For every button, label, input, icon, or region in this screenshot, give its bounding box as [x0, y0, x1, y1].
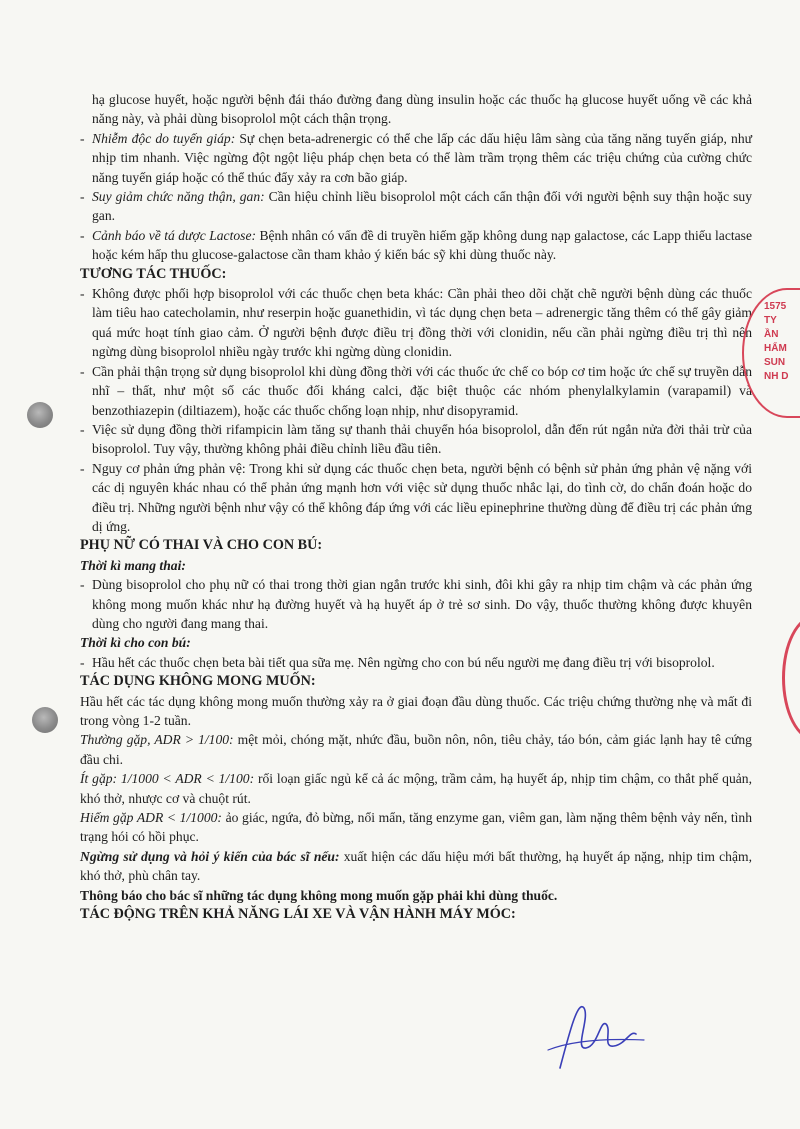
- bullet-dash: -: [80, 227, 85, 243]
- section-heading: [80, 265, 752, 284]
- text-run: Cần phải thận trọng sử dụng bisoprolol khi dùng đồng thời với các thuốc ức chế co bóp cơ tim hoặc ức chế sự truyền dẫn nhĩ – thất, như một số các thuốc đối kháng calci, đặc biệt thuộc các nhóm phenylalkylamin (varapamil) và benzothiazepin (diltiazem), hoặc các thuốc chống loạn nhịp, như disopyramid.: [92, 363, 752, 418]
- subsection-heading: [80, 556, 752, 575]
- section-heading: [80, 672, 752, 691]
- text-run: Bệnh nhân có vấn đề di truyền hiếm gặp không dung nạp galactose, các Lapp thiếu lactase hoặc kém hấp thu glucose-galactose cần tham khảo ý kiến bác sỹ khi dùng thuốc này.: [92, 227, 753, 263]
- bullet-paragraph: [80, 420, 752, 459]
- bullet-paragraph: [80, 187, 752, 226]
- text-run: Nguy cơ phản ứng phản vệ: Trong khi sử dụng các thuốc chẹn beta, người bệnh có bệnh sử phản ứng phản vệ nặng với các dị nguyên khác nhau có thể phản ứng mạnh hơn với việc sử dụng thuốc nhắc lại, do tình cờ, do chẩn đoán hoặc do điều trị. Những người bệnh như vậy có thể không đáp ứng với các liều epinephrine thường dùng để điều trị các phản ứng dị ứng.: [92, 460, 752, 534]
- text-run: Cảnh báo về tá dược Lactose:: [92, 227, 257, 243]
- text-run: ảo giác, ngứa, đỏ bừng, nổi mẩn, tăng enzyme gan, viêm gan, làm nặng thêm bệnh vảy nến, tình trạng hói có hồi phục.: [80, 810, 752, 845]
- bullet-dash: -: [80, 286, 85, 302]
- bullet-paragraph: [80, 362, 752, 420]
- text-run: Cần hiệu chỉnh liều bisoprolol một cách cẩn thận đối với người bệnh suy thận hoặc suy gan.: [92, 189, 752, 224]
- document-body: [80, 90, 752, 924]
- punch-hole: [32, 707, 58, 733]
- bullet-dash: -: [80, 363, 85, 379]
- text-run: Suy giảm chức năng thận, gan:: [92, 189, 265, 205]
- text-run: Việc sử dụng đồng thời rifampicin làm tăng sự thanh thải chuyển hóa bisoprolol, dẫn đến rút ngắn nửa đời thải trừ của bisoprolol. Tuy vậy, thường không phải điều chỉnh liều đầu tiên.: [92, 421, 752, 457]
- text-run: Thông báo cho bác sĩ những tác dụng không mong muốn gặp phải khi dùng thuốc.: [80, 887, 558, 903]
- bullet-paragraph: [80, 226, 752, 265]
- text-run: Không được phối hợp bisoprolol với các thuốc chẹn beta khác: Cần phải theo dõi chặt chẽ người bệnh dùng các thuốc làm tiêu hao catecholamin, như reserpin hoặc guanethidin, vì tác dụng chẹn beta – adrenergic tăng thêm có thể gây giảm quá mức hoạt tính giao cảm. Ở người bệnh được điều trị đồng thời với clonidin, nếu cần phải ngừng điều trị thì nên ngừng dùng bisoprolol nhiều ngày trước khi ngừng dùng clonidin.: [92, 286, 752, 360]
- company-stamp: 1575 TY ẦN HẨM SUN NH D: [742, 288, 800, 418]
- section-heading: [80, 536, 752, 555]
- paragraph: [80, 847, 752, 886]
- text-run: Dùng bisoprolol cho phụ nữ có thai trong thời gian ngắn trước khi sinh, đôi khi gây ra nhịp tim chậm và các phản ứng không mong muốn khác như hạ đường huyết và hạ huyết áp ở trẻ sơ sinh. Do vậy, thuốc thường không được khuyên dùng cho người đang mang thai.: [92, 577, 752, 631]
- bullet-paragraph: [80, 284, 752, 362]
- text-run: Hầu hết các thuốc chẹn beta bài tiết qua sữa mẹ. Nên ngừng cho con bú nếu người mẹ đang điều trị với bisoprolol.: [92, 654, 715, 670]
- text-run: PHỤ NỮ CÓ THAI VÀ CHO CON BÚ:: [80, 537, 323, 554]
- bullet-dash: -: [80, 460, 85, 476]
- text-run: Nhiễm độc do tuyến giáp:: [92, 130, 236, 146]
- subsection-heading: [80, 633, 752, 652]
- bullet-dash: -: [80, 189, 85, 205]
- text-run: Thường gặp, ADR > 1/100:: [80, 732, 234, 748]
- section-heading: [80, 905, 752, 924]
- bullet-paragraph: [80, 459, 752, 537]
- text-run: TÁC ĐỘNG TRÊN KHẢ NĂNG LÁI XE VÀ VẬN HÀNH MÁY MÓC:: [80, 906, 516, 923]
- text-run: Hầu hết các tác dụng không mong muốn thường xảy ra ở giai đoạn đầu dùng thuốc. Các triệu chứng thường nhẹ và mất đi trong vòng 1-2 tuần.: [80, 693, 752, 728]
- paragraph: [80, 730, 752, 769]
- text-run: mệt mỏi, chóng mặt, nhức đầu, buồn nôn, nôn, tiêu chảy, táo bón, cảm giác lạnh hay tê cứng đầu chi.: [80, 732, 752, 767]
- text-run: Sự chẹn beta-adrenergic có thể che lấp các dấu hiệu lâm sàng của tăng năng tuyến giáp, như nhịp tim nhanh. Việc ngừng đột ngột liệu pháp chẹn beta có thể làm trầm trọng thêm các triệu chứng của cường chức năng tuyến giáp hoặc có thể thúc đẩy xảy ra cơn bão giáp.: [92, 130, 752, 185]
- bullet-paragraph: [80, 129, 752, 187]
- bullet-dash: -: [80, 130, 85, 146]
- text-run: rối loạn giấc ngủ kể cả ác mộng, trầm cảm, hạ huyết áp, nhịp tim chậm, co thắt phế quản, khó thở, nhược cơ và chuột rút.: [80, 771, 752, 806]
- text-run: Hiếm gặp ADR < 1/1000:: [80, 810, 222, 826]
- signature: [540, 990, 650, 1080]
- stamp-edge: [782, 615, 800, 741]
- bullet-dash: -: [80, 654, 85, 670]
- bullet-dash: -: [80, 421, 85, 437]
- text-run: Thời kì cho con bú:: [80, 635, 191, 651]
- text-run: xuất hiện các dấu hiệu mới bất thường, hạ huyết áp nặng, nhịp tim chậm, khó thở, phù chân tay.: [80, 848, 752, 884]
- text-run: Ngừng sử dụng và hỏi ý kiến của bác sĩ nếu:: [80, 848, 340, 864]
- paragraph: [80, 692, 752, 731]
- text-run: TÁC DỤNG KHÔNG MONG MUỐN:: [80, 673, 316, 690]
- text-run: TƯƠNG TÁC THUỐC:: [80, 265, 227, 282]
- text-run: Ít gặp: 1/1000 < ADR < 1/100:: [80, 771, 255, 787]
- bullet-paragraph: [80, 575, 752, 633]
- bullet-dash: -: [80, 577, 85, 593]
- bullet-paragraph: [80, 653, 752, 672]
- notice-paragraph: [80, 886, 752, 905]
- punch-hole: [27, 402, 53, 428]
- paragraph: [80, 808, 752, 847]
- text-run: Thời kì mang thai:: [80, 557, 186, 573]
- paragraph: [80, 769, 752, 808]
- text-run: hạ glucose huyết, hoặc người bệnh đái tháo đường đang dùng insulin hoặc các thuốc hạ glucose huyết uống về các khả năng này, và phải dùng bisoprolol một cách thận trọng.: [92, 92, 752, 127]
- continued-paragraph: [80, 90, 752, 129]
